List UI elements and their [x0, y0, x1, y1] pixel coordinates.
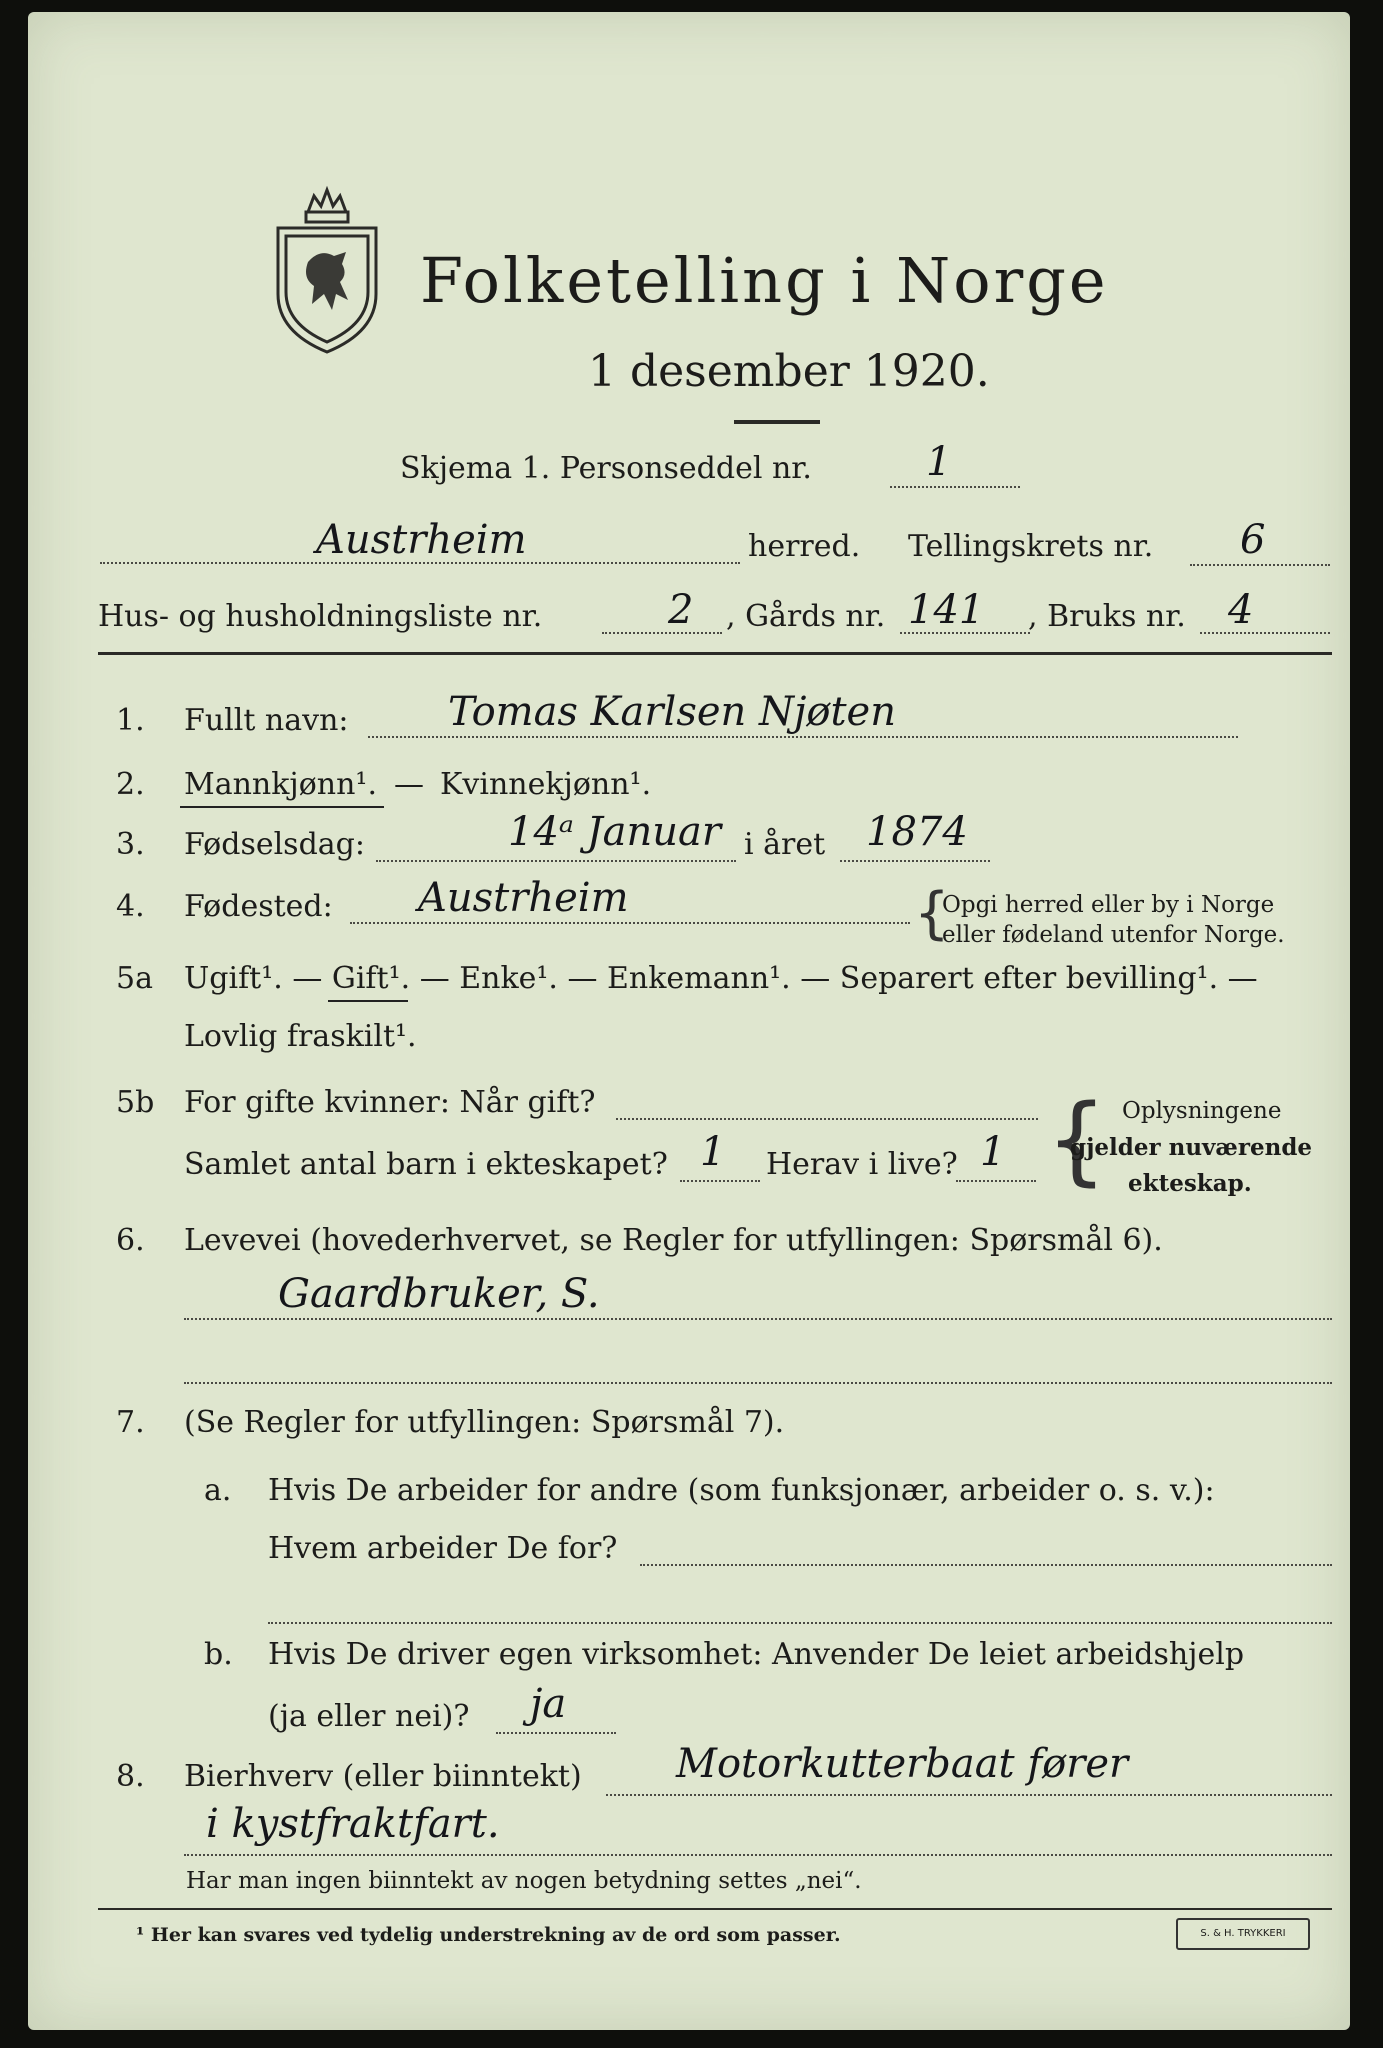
q8-line2	[184, 1854, 1332, 1856]
q2-female-option: Kvinnekjønn¹.	[440, 767, 652, 802]
herred-value: Austrheim	[316, 517, 527, 563]
q1-line	[368, 736, 1238, 738]
q3-year-label: i året	[744, 827, 826, 862]
q3-number: 3.	[116, 827, 145, 862]
q3-label: Fødselsdag:	[184, 827, 365, 862]
q4-line	[350, 922, 910, 924]
bruks-line	[1200, 632, 1330, 634]
q3-birthday-value: 14ᵃ Januar	[508, 809, 722, 855]
husliste-label: Hus- og husholdningsliste nr.	[98, 599, 543, 634]
q1-fullname-value: Tomas Karlsen Njøten	[448, 689, 896, 735]
q5a-number: 5a	[116, 961, 153, 996]
q7b-line1: Hvis De driver egen virksomhet: Anvender De leiet arbeidshjelp	[268, 1637, 1245, 1672]
bruks-label: , Bruks nr.	[1028, 599, 1186, 634]
q8-note: Har man ingen biinntekt av nogen betydning settes „nei“.	[186, 1868, 862, 1894]
footnote-divider	[98, 1908, 1332, 1910]
q5b-brace: {	[1046, 1084, 1108, 1196]
q4-note-line1: Opgi herred eller by i Norge	[942, 892, 1275, 918]
q7a-employer-line1	[640, 1564, 1332, 1566]
schema-label: Skjema 1. Personseddel nr.	[400, 451, 812, 486]
q5b-number: 5b	[116, 1085, 155, 1120]
bruks-value: 4	[1228, 587, 1254, 633]
header-divider	[98, 652, 1332, 655]
census-form-sheet	[28, 12, 1350, 2030]
q6-occupation-value: Gaardbruker, S.	[278, 1271, 600, 1317]
q3-year-line	[840, 860, 990, 862]
q5a-status-options-line2: Lovlig fraskilt¹.	[184, 1019, 417, 1054]
q6-line1	[184, 1318, 1332, 1320]
q6-line2	[184, 1382, 1332, 1384]
form-title: Folketelling i Norge	[420, 244, 1109, 317]
q5a-gift-underline	[328, 1000, 408, 1002]
footnote: ¹ Her kan svares ved tydelig understrekning av de ord som passer.	[136, 1924, 841, 1946]
q5b-note-line1: Oplysningene	[1122, 1098, 1282, 1124]
q7-label: (Se Regler for utfyllingen: Spørsmål 7).	[184, 1405, 785, 1440]
gards-value: 141	[908, 587, 985, 633]
q2-male-underline	[180, 806, 384, 808]
herred-label: herred.	[748, 529, 861, 564]
norwegian-coat-of-arms-icon	[268, 182, 386, 358]
q2-number: 2.	[116, 767, 145, 802]
q5b-note-line3: ekteskap.	[1128, 1170, 1252, 1197]
q5b-children-value: 1	[700, 1129, 726, 1175]
q4-note-line2: eller fødeland utenfor Norge.	[942, 922, 1285, 948]
q5a-status-options: Ugift¹. — Gift¹. — Enke¹. — Enkemann¹. — Separert efter bevilling¹. —	[184, 961, 1258, 996]
q4-brace: {	[914, 881, 950, 946]
personseddel-nr-value: 1	[926, 439, 952, 485]
q4-number: 4.	[116, 889, 145, 924]
q7a-line1: Hvis De arbeider for andre (som funksjonær, arbeider o. s. v.):	[268, 1473, 1215, 1508]
q7b-value: ja	[530, 1681, 567, 1727]
q4-birthplace-value: Austrheim	[418, 875, 629, 921]
q7b-letter: b.	[204, 1637, 233, 1672]
title-divider	[734, 420, 820, 424]
printer-stamp-text: S. & H. TRYKKERI	[1200, 1928, 1286, 1939]
q2-male-option: Mannkjønn¹.	[184, 767, 377, 802]
census-date: 1 desember 1920.	[588, 346, 990, 397]
q4-label: Fødested:	[184, 889, 333, 924]
q5b-children-label: Samlet antal barn i ekteskapet?	[184, 1147, 668, 1182]
q5b-married-when-line	[616, 1118, 1038, 1120]
q1-label: Fullt navn:	[184, 703, 349, 738]
tellingskrets-value: 6	[1240, 517, 1266, 563]
q8-value-line2: i kystfraktfart.	[206, 1801, 500, 1847]
q8-number: 8.	[116, 1759, 145, 1794]
q7a-letter: a.	[204, 1473, 232, 1508]
q3-year-value: 1874	[866, 809, 968, 855]
q8-value-line1: Motorkutterbaat fører	[676, 1741, 1129, 1787]
tellingskrets-line	[1190, 564, 1330, 566]
q7b-label: (ja eller nei)?	[268, 1699, 470, 1734]
q7a-employer-line2	[268, 1622, 1332, 1624]
printer-stamp	[1176, 1918, 1310, 1950]
q6-label: Levevei (hovederhvervet, se Regler for utfyllingen: Spørsmål 6).	[184, 1223, 1163, 1258]
q5b-note-line2: gjelder nuværende	[1070, 1134, 1313, 1161]
q7-number: 7.	[116, 1405, 145, 1440]
husliste-line	[602, 632, 722, 634]
husliste-value: 2	[668, 587, 694, 633]
q7a-employer-label: Hvem arbeider De for?	[268, 1531, 618, 1566]
q5b-married-when-label: For gifte kvinner: Når gift?	[184, 1085, 596, 1120]
q5b-alive-line	[956, 1180, 1036, 1182]
q8-line1	[606, 1794, 1332, 1796]
q3-day-line	[376, 860, 736, 862]
q2-separator: —	[394, 767, 424, 802]
q8-label: Bierhverv (eller biinntekt)	[184, 1759, 582, 1794]
tellingskrets-label: Tellingskrets nr.	[908, 529, 1154, 564]
q6-number: 6.	[116, 1223, 145, 1258]
personseddel-line	[890, 486, 1020, 488]
q5b-children-line	[680, 1180, 760, 1182]
q7b-line	[496, 1732, 616, 1734]
q5b-alive-value: 1	[980, 1129, 1006, 1175]
q5b-alive-label: Herav i live?	[766, 1147, 958, 1182]
q1-number: 1.	[116, 703, 145, 738]
gards-label: , Gårds nr.	[726, 599, 886, 634]
